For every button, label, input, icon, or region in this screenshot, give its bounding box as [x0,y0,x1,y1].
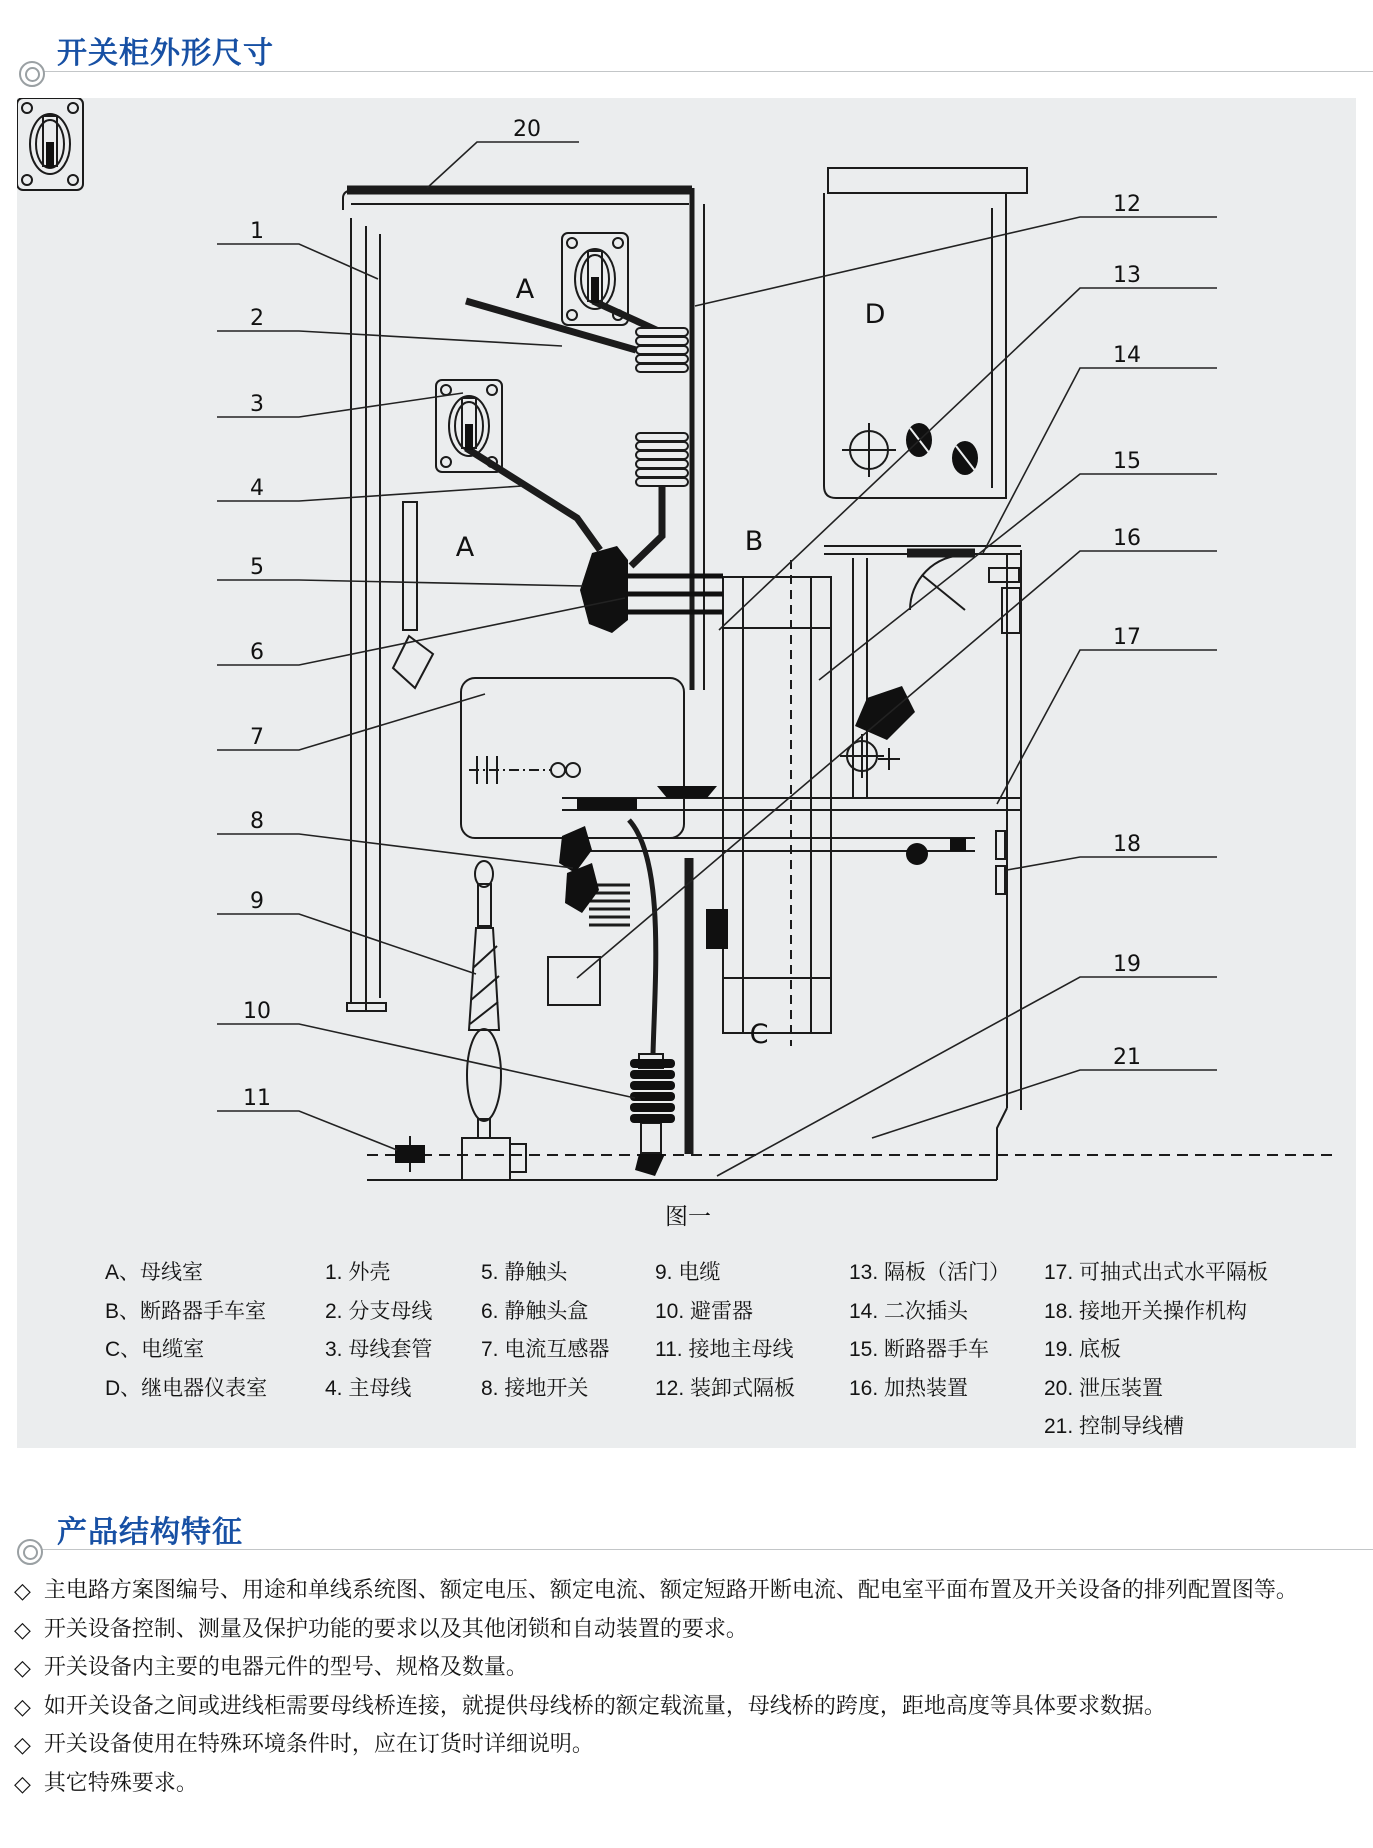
features-list [14,1571,1364,1803]
legend-col-4 [849,1254,1010,1408]
bellows-rings [636,328,688,486]
section-title: 产品结构特征 [57,1516,243,1549]
legend-item: C、电缆室 [105,1338,205,1361]
callout-number: 7 [250,725,264,750]
compartment-labels [456,274,886,1050]
feature-item [14,1725,1364,1764]
callout-number: 15 [1113,449,1141,474]
legend-item: 7. 电流互感器 [481,1338,610,1361]
feature-item [14,1648,1364,1687]
feature-text: 主电路方案图编号、用途和单线系统图、额定电压、额定电流、额定短路开断电流、配电室平面布置及开关设备的排列配置图等。 [43,1577,1298,1602]
feature-text: 开关设备内主要的电器元件的型号、规格及数量。 [43,1654,528,1680]
callout-number: 3 [250,392,264,417]
legend-col-1 [325,1254,432,1408]
feature-item [14,1571,1364,1610]
feature-item [14,1687,1364,1726]
legend-item: 12. 装卸式隔板 [655,1376,796,1400]
legend-col-2 [481,1254,609,1408]
section-header-1 [0,0,1373,70]
callout-number: 8 [250,809,264,834]
legend-item: A、母线室 [105,1261,204,1284]
legend-item: 4. 主母线 [325,1376,412,1400]
legend-item: 14. 二次插头 [849,1299,969,1323]
callout-number: 21 [1113,1045,1141,1070]
legend-item: 13. 隔板（活门） [849,1261,1011,1284]
callout-number: 14 [1113,343,1141,368]
legend-item: 18. 接地开关操作机构 [1044,1299,1248,1323]
diamond-bullet-icon: ◇ [14,1770,31,1796]
diagram-panel [17,98,1356,1448]
callout-number: 10 [243,999,271,1024]
feature-item [14,1764,1364,1803]
callout-number: 5 [250,555,264,580]
legend-col-5 [1044,1254,1268,1447]
diamond-bullet-icon: ◇ [14,1655,31,1681]
legend-col-3 [655,1254,795,1408]
section-marker-icon [19,61,45,87]
feature-text: 开关设备使用在特殊环境条件时，应在订货时详细说明。 [43,1731,594,1757]
compartment-label-d: D [864,299,886,330]
callout-number: 17 [1113,625,1141,650]
legend-item: D、继电器仪表室 [105,1376,268,1400]
legend-item: 2. 分支母线 [325,1299,433,1323]
legend-item: 16. 加热装置 [849,1376,969,1400]
legend-item: 17. 可抽式出式水平隔板 [1044,1261,1269,1284]
compartment-label-a-top: A [515,274,535,305]
page-title: 开关柜外形尺寸 [57,37,274,70]
legend-item: 11. 接地主母线 [655,1338,794,1361]
feature-item [14,1610,1364,1649]
feature-text: 如开关设备之间或进线柜需要母线桥连接，就提供母线桥的额定载流量，母线桥的跨度，距地高度等具体要求数据。 [43,1692,1166,1718]
callout-number: 2 [250,306,264,331]
legend-item: 15. 断路器手车 [849,1338,990,1361]
busbar-bushings [17,98,628,472]
legend-item: 10. 避雷器 [655,1299,754,1323]
legend-item: 5. 静触头 [481,1261,568,1284]
figure-caption: 图一 [665,1203,711,1229]
callout-number: 11 [243,1086,271,1111]
compartment-label-a-mid: A [455,532,475,563]
legend-item: 19. 底板 [1044,1338,1122,1361]
cabinet-structure [343,168,1337,1180]
callout-number: 20 [513,117,541,142]
legend-item: B、断路器手车室 [105,1299,267,1323]
callout-number: 18 [1113,832,1141,857]
legend-col-compartments [105,1254,267,1408]
contact-fingers [628,576,723,612]
compartment-label-b: B [744,526,764,557]
feature-text: 其它特殊要求。 [43,1769,198,1795]
callout-number: 13 [1113,263,1141,288]
legend-item: 3. 母线套管 [325,1338,433,1361]
legend-item: 6. 静触头盒 [481,1299,589,1323]
compartment-label-c: C [749,1019,769,1050]
legend-item: 1. 外壳 [325,1261,391,1284]
callout-number: 9 [250,889,264,914]
diamond-bullet-icon: ◇ [14,1578,31,1603]
callout-number: 6 [250,640,264,665]
legend-item: 9. 电缆 [655,1261,721,1284]
diamond-bullet-icon: ◇ [14,1616,31,1642]
callout-number: 1 [250,219,264,244]
legend-item: 21. 控制导线槽 [1044,1415,1185,1438]
legend-item: 8. 接地开关 [481,1376,589,1400]
callout-number: 19 [1113,952,1141,977]
diamond-bullet-icon: ◇ [14,1693,31,1719]
legend-item: 20. 泄压装置 [1044,1376,1164,1400]
callout-number: 4 [250,476,264,501]
feature-text: 开关设备控制、测量及保护功能的要求以及其他闭锁和自动装置的要求。 [43,1615,748,1641]
section-marker-icon [17,1539,43,1565]
section-header-2 [0,1480,1373,1549]
callout-number: 16 [1113,526,1141,551]
diamond-bullet-icon: ◇ [14,1732,31,1758]
callout-number: 12 [1113,192,1141,217]
switchgear-diagram [17,98,1356,1448]
